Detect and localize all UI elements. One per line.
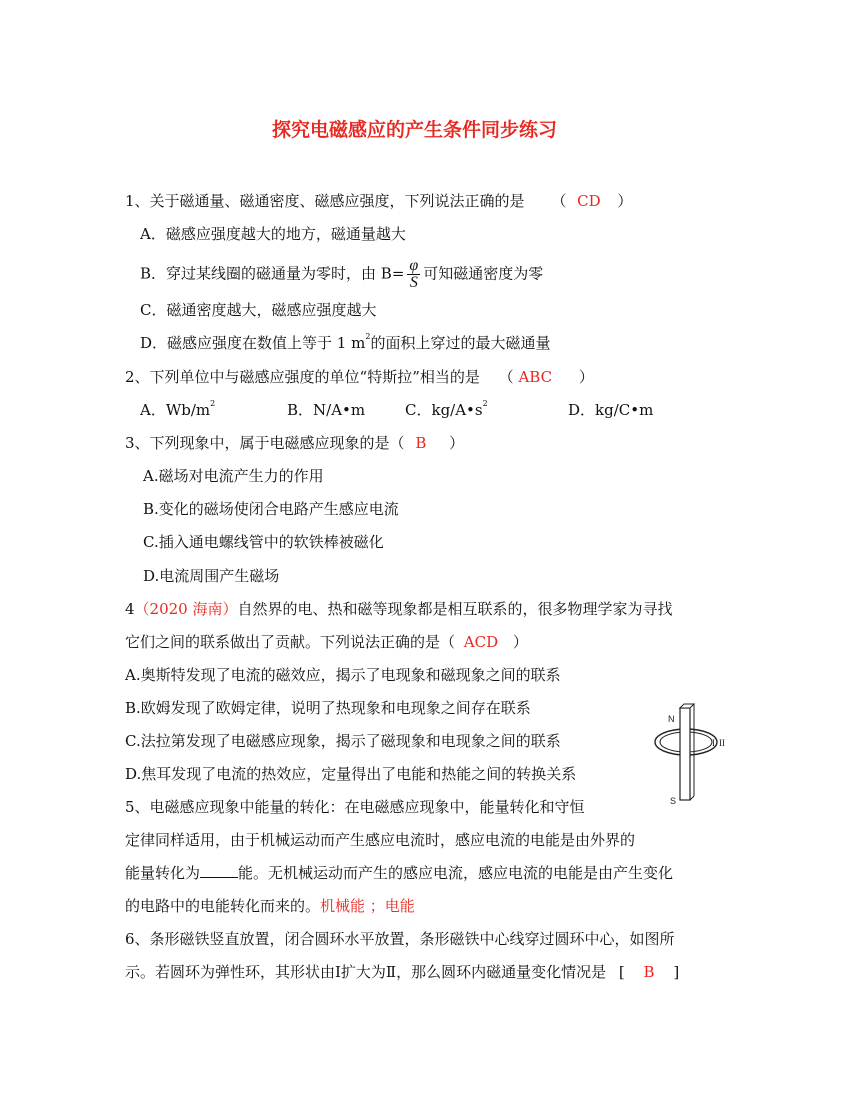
q3-stem-text: 3、下列现象中，属于电磁感应现象的是（ [125, 434, 405, 452]
q5-line3-post: 能。无机械运动而产生的感应电流，感应电流的电能是由产生变化 [238, 864, 674, 882]
q5-line4-text: 的电路中的电能转化而来的。 [125, 897, 321, 915]
q1-option-d-pre: D．磁感应强度在数值上等于 1 m [140, 334, 366, 352]
q1-stem-text: 1、关于磁通量、磁通密度、磁感应强度，下列说法正确的是 [125, 192, 525, 210]
q3-option-a: A.磁场对电流产生力的作用 [143, 467, 324, 485]
q4-bracket-close: ） [512, 633, 528, 651]
q1-answer: CD [577, 192, 601, 210]
q1-stem [125, 191, 632, 211]
q5-line2: 定律同样适用，由于机械运动而产生感应电流时，感应电流的电能是由外界的 [125, 831, 636, 849]
q6-bracket-open: [ [618, 963, 625, 981]
q3-stem [125, 433, 464, 453]
q1-option-d-sup: 2 [365, 332, 371, 341]
q1-bracket-open: （ [551, 192, 567, 210]
q1-option-c: C．磁通密度越大，磁感应强度越大 [140, 301, 377, 319]
q1-option-d-post: 的面积上穿过的最大磁通量 [370, 334, 551, 352]
q1-fraction-num: φ [409, 257, 419, 274]
q6-line2 [125, 962, 679, 982]
q3-answer: B [415, 434, 427, 452]
q2-option-a-sup: 2 [210, 399, 216, 408]
q4-number: 4 [125, 600, 135, 618]
q3-option-b: B.变化的磁场使闭合电路产生感应电流 [143, 500, 399, 518]
q2-bracket-close: ） [578, 368, 594, 386]
q2-option-a-text: A．Wb/m [140, 401, 211, 419]
q2-option-d: D．kg/C•m [568, 401, 654, 419]
q4-source: （2020 海南） [134, 600, 238, 618]
q4-option-c: C.法拉第发现了电磁感应现象，揭示了磁现象和电现象之间的联系 [125, 732, 561, 750]
q2-stem [125, 367, 594, 387]
bar-magnet [680, 708, 690, 800]
q4-stem-line2 [125, 632, 528, 652]
q4-stem-text1: 自然界的电、热和磁等现象都是相互联系的，很多物理学家为寻找 [237, 600, 673, 618]
q4-stem-text2: 它们之间的联系做出了贡献。下列说法正确的是（ [125, 633, 456, 651]
q2-option-c [405, 400, 488, 420]
bar-magnet-top [680, 704, 694, 708]
q1-option-b-pre: B．穿过某线圈的磁通量为零时，由 B= [140, 264, 405, 283]
q2-option-c-sup: 2 [482, 399, 488, 408]
q2-stem-text: 2、下列单位中与磁感应强度的单位“特斯拉”相当的是 [125, 368, 480, 386]
q5-line3 [125, 863, 673, 883]
label-n: N [668, 714, 675, 724]
q6-line2-text: 示。若圆环为弹性环，其形状由Ⅰ扩大为Ⅱ，那么圆环内磁通量变化情况是 [125, 963, 607, 981]
q4-option-d: D.焦耳发现了电流的热效应，定量得出了电能和热能之间的转换关系 [125, 765, 577, 783]
q5-line1: 5、电磁感应现象中能量的转化：在电磁感应现象中，能量转化和守恒 [125, 798, 585, 816]
q3-option-c: C.插入通电螺线管中的软铁棒被磁化 [143, 533, 384, 551]
q2-answer: ABC [518, 368, 553, 386]
label-i: I [712, 738, 715, 748]
q2-bracket-open: （ [498, 368, 514, 386]
q1-fraction-den: S [409, 274, 418, 291]
q2-option-c-text: C．kg/A•s [405, 401, 483, 419]
q5-line4 [125, 896, 415, 916]
q1-option-b-post: 可知磁通密度为零 [423, 264, 544, 283]
q1-bracket-close: ） [617, 192, 633, 210]
q6-answer: B [643, 963, 655, 981]
q6-bracket-close: ] [673, 963, 680, 981]
q4-option-b: B.欧姆发现了欧姆定律，说明了热现象和电现象之间存在联系 [125, 699, 531, 717]
q3-option-d: D.电流周围产生磁场 [143, 567, 280, 585]
q5-blank [200, 863, 238, 878]
q4-stem-line1 [125, 599, 673, 619]
q2-option-b: B．N/A•m [287, 401, 366, 419]
q1-option-d [140, 333, 550, 353]
magnet-ring-figure [650, 700, 730, 810]
q1-fraction [407, 258, 420, 291]
q1-option-a: A．磁感应强度越大的地方，磁通量越大 [140, 225, 406, 243]
q1-option-b [140, 258, 543, 291]
q4-answer: ACD [463, 633, 499, 651]
q2-option-a [140, 400, 215, 420]
q6-line1: 6、条形磁铁竖直放置，闭合圆环水平放置，条形磁铁中心线穿过圆环中心，如图所 [125, 930, 675, 948]
q4-option-a: A.奥斯特发现了电流的磁效应，揭示了电现象和磁现象之间的联系 [125, 666, 561, 684]
page-title: 探究电磁感应的产生条件同步练习 [272, 119, 558, 141]
q5-line3-pre: 能量转化为 [125, 864, 201, 882]
q5-answer: 机械能 ；电能 [320, 897, 415, 915]
label-ii: II [719, 738, 725, 748]
q3-bracket-close: ） [449, 434, 465, 452]
label-s: S [670, 796, 677, 806]
